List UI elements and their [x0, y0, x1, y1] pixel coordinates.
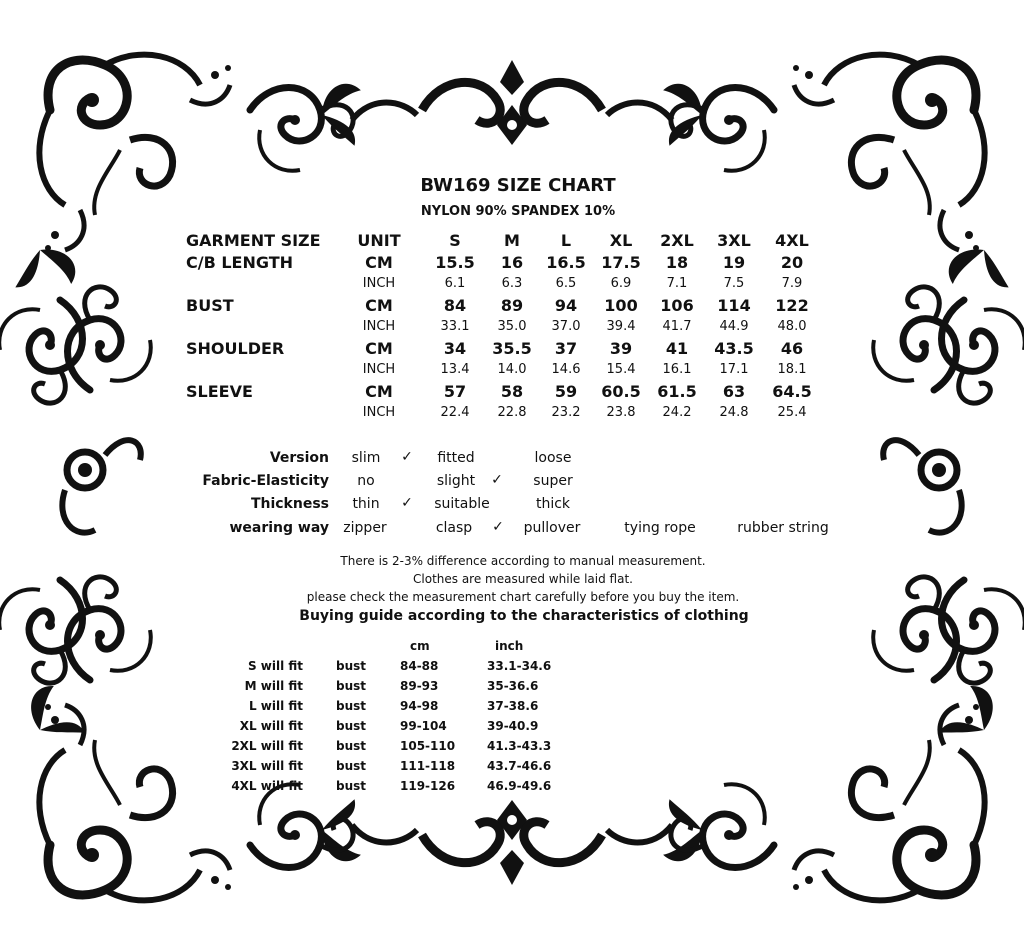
- buying-guide-col-cm: cm: [410, 639, 430, 653]
- characteristic-option: super: [533, 473, 573, 489]
- inch-value: 33.1: [440, 319, 470, 334]
- characteristic-option: clasp: [435, 520, 473, 536]
- inch-value: 6.1: [444, 276, 466, 291]
- guide-inch: 39-40.9: [487, 719, 539, 733]
- unit-inch: INCH: [362, 319, 396, 334]
- characteristic-label: Thickness: [250, 496, 329, 512]
- cm-value: 84: [443, 296, 467, 315]
- note-line: Clothes are measured while laid flat.: [413, 572, 633, 586]
- inch-value: 15.4: [606, 362, 636, 377]
- guide-fit: XL will fit: [239, 719, 303, 733]
- inch-value: 39.4: [606, 319, 636, 334]
- size-header: 4XL: [775, 231, 809, 250]
- chart-title: BW169 SIZE CHART: [420, 175, 616, 196]
- cm-value: 122: [775, 296, 809, 315]
- inch-value: 6.3: [501, 276, 523, 291]
- guide-part: bust: [336, 779, 367, 793]
- unit-cm: CM: [365, 253, 393, 272]
- guide-part: bust: [336, 759, 367, 773]
- guide-fit: 3XL will fit: [231, 759, 303, 773]
- size-header: M: [504, 231, 520, 250]
- inch-value: 48.0: [777, 319, 807, 334]
- size-header: XL: [609, 231, 633, 250]
- inch-value: 23.2: [551, 405, 581, 420]
- guide-part: bust: [336, 719, 367, 733]
- guide-cm: 111-118: [400, 759, 456, 773]
- characteristic-option: pullover: [523, 520, 581, 536]
- size-header: 2XL: [660, 231, 694, 250]
- cm-value: 34: [443, 339, 467, 358]
- measure-label: C/B LENGTH: [186, 253, 294, 272]
- guide-inch: 46.9-49.6: [487, 779, 552, 793]
- inch-value: 18.1: [777, 362, 807, 377]
- note-line: please check the measurement chart carefully before you buy the item.: [306, 590, 740, 604]
- inch-value: 23.8: [606, 405, 636, 420]
- cm-value: 17.5: [601, 253, 641, 272]
- guide-cm: 89-93: [400, 679, 439, 693]
- cm-value: 58: [500, 382, 524, 401]
- unit-inch: INCH: [362, 276, 396, 291]
- size-header: 3XL: [717, 231, 751, 250]
- cm-value: 16.5: [546, 253, 586, 272]
- inch-value: 22.4: [440, 405, 470, 420]
- inch-value: 25.4: [777, 405, 807, 420]
- guide-cm: 105-110: [400, 739, 456, 753]
- cm-value: 64.5: [772, 382, 812, 401]
- cm-value: 39: [609, 339, 633, 358]
- measure-label: SHOULDER: [186, 339, 285, 358]
- cm-value: 19: [722, 253, 746, 272]
- inch-value: 7.5: [723, 276, 745, 291]
- characteristic-option: thick: [535, 496, 571, 512]
- characteristic-option: slight: [436, 473, 476, 489]
- size-header: S: [449, 231, 461, 250]
- inch-value: 6.9: [610, 276, 632, 291]
- size-table-header-label: GARMENT SIZE: [186, 231, 321, 250]
- guide-inch: 41.3-43.3: [487, 739, 552, 753]
- unit-cm: CM: [365, 382, 393, 401]
- material-composition: NYLON 90% SPANDEX 10%: [420, 204, 616, 219]
- size-header: L: [560, 231, 572, 250]
- unit-inch: INCH: [362, 405, 396, 420]
- cm-value: 59: [554, 382, 578, 401]
- guide-part: bust: [336, 739, 367, 753]
- cm-value: 37: [554, 339, 578, 358]
- cm-value: 63: [722, 382, 746, 401]
- cm-value: 16: [500, 253, 524, 272]
- inch-value: 7.1: [666, 276, 688, 291]
- inch-value: 13.4: [440, 362, 470, 377]
- note-line: There is 2-3% difference according to manual measurement.: [340, 554, 706, 568]
- characteristic-label: Fabric-Elasticity: [202, 473, 329, 489]
- guide-fit: 4XL will fit: [231, 779, 303, 793]
- cm-value: 61.5: [657, 382, 697, 401]
- guide-part: bust: [336, 679, 367, 693]
- guide-fit: 2XL will fit: [231, 739, 303, 753]
- inch-value: 16.1: [662, 362, 692, 377]
- cm-value: 114: [717, 296, 751, 315]
- check-icon: ✓: [491, 472, 503, 488]
- cm-value: 89: [500, 296, 524, 315]
- cm-value: 41: [665, 339, 689, 358]
- inch-value: 22.8: [497, 405, 527, 420]
- guide-inch: 43.7-46.6: [487, 759, 552, 773]
- characteristic-option: suitable: [434, 496, 490, 512]
- guide-cm: 94-98: [400, 699, 439, 713]
- guide-cm: 84-88: [400, 659, 439, 673]
- buying-guide-col-inch: inch: [495, 639, 524, 653]
- buying-guide-title: Buying guide according to the characteristics of clothing: [299, 608, 749, 624]
- guide-inch: 37-38.6: [487, 699, 539, 713]
- guide-cm: 119-126: [400, 779, 456, 793]
- guide-fit: L will fit: [248, 699, 303, 713]
- inch-value: 7.9: [781, 276, 803, 291]
- guide-inch: 35-36.6: [487, 679, 539, 693]
- guide-part: bust: [336, 659, 367, 673]
- check-icon: ✓: [401, 449, 413, 465]
- check-icon: ✓: [492, 519, 504, 535]
- cm-value: 60.5: [601, 382, 641, 401]
- guide-inch: 33.1-34.6: [487, 659, 552, 673]
- inch-value: 17.1: [719, 362, 749, 377]
- inch-value: 14.0: [497, 362, 527, 377]
- cm-value: 18: [665, 253, 689, 272]
- characteristic-option: loose: [534, 450, 572, 466]
- guide-part: bust: [336, 699, 367, 713]
- characteristic-option: thin: [352, 496, 380, 512]
- cm-value: 43.5: [714, 339, 754, 358]
- unit-cm: CM: [365, 339, 393, 358]
- characteristic-option: slim: [351, 450, 381, 466]
- inch-value: 6.5: [555, 276, 577, 291]
- inch-value: 24.2: [662, 405, 692, 420]
- cm-value: 94: [554, 296, 578, 315]
- guide-fit: M will fit: [244, 679, 303, 693]
- cm-value: 100: [604, 296, 638, 315]
- characteristic-label: wearing way: [229, 520, 329, 536]
- inch-value: 44.9: [719, 319, 749, 334]
- characteristic-option: fitted: [437, 450, 475, 466]
- inch-value: 41.7: [662, 319, 692, 334]
- characteristic-option: tying rope: [624, 520, 696, 536]
- cm-value: 57: [443, 382, 467, 401]
- measure-label: SLEEVE: [186, 382, 253, 401]
- characteristic-option: zipper: [343, 520, 387, 536]
- measure-label: BUST: [186, 296, 234, 315]
- characteristic-option: rubber string: [737, 520, 829, 536]
- cm-value: 15.5: [435, 253, 475, 272]
- guide-cm: 99-104: [400, 719, 447, 733]
- inch-value: 37.0: [551, 319, 581, 334]
- characteristic-label: Version: [269, 450, 329, 466]
- size-table-header-unit: UNIT: [357, 231, 401, 250]
- inch-value: 24.8: [719, 405, 749, 420]
- inch-value: 14.6: [551, 362, 581, 377]
- inch-value: 35.0: [497, 319, 527, 334]
- cm-value: 20: [780, 253, 804, 272]
- cm-value: 106: [660, 296, 694, 315]
- check-icon: ✓: [401, 495, 413, 511]
- cm-value: 35.5: [492, 339, 532, 358]
- unit-inch: INCH: [362, 362, 396, 377]
- unit-cm: CM: [365, 296, 393, 315]
- cm-value: 46: [780, 339, 804, 358]
- guide-fit: S will fit: [247, 659, 303, 673]
- characteristic-option: no: [357, 473, 375, 489]
